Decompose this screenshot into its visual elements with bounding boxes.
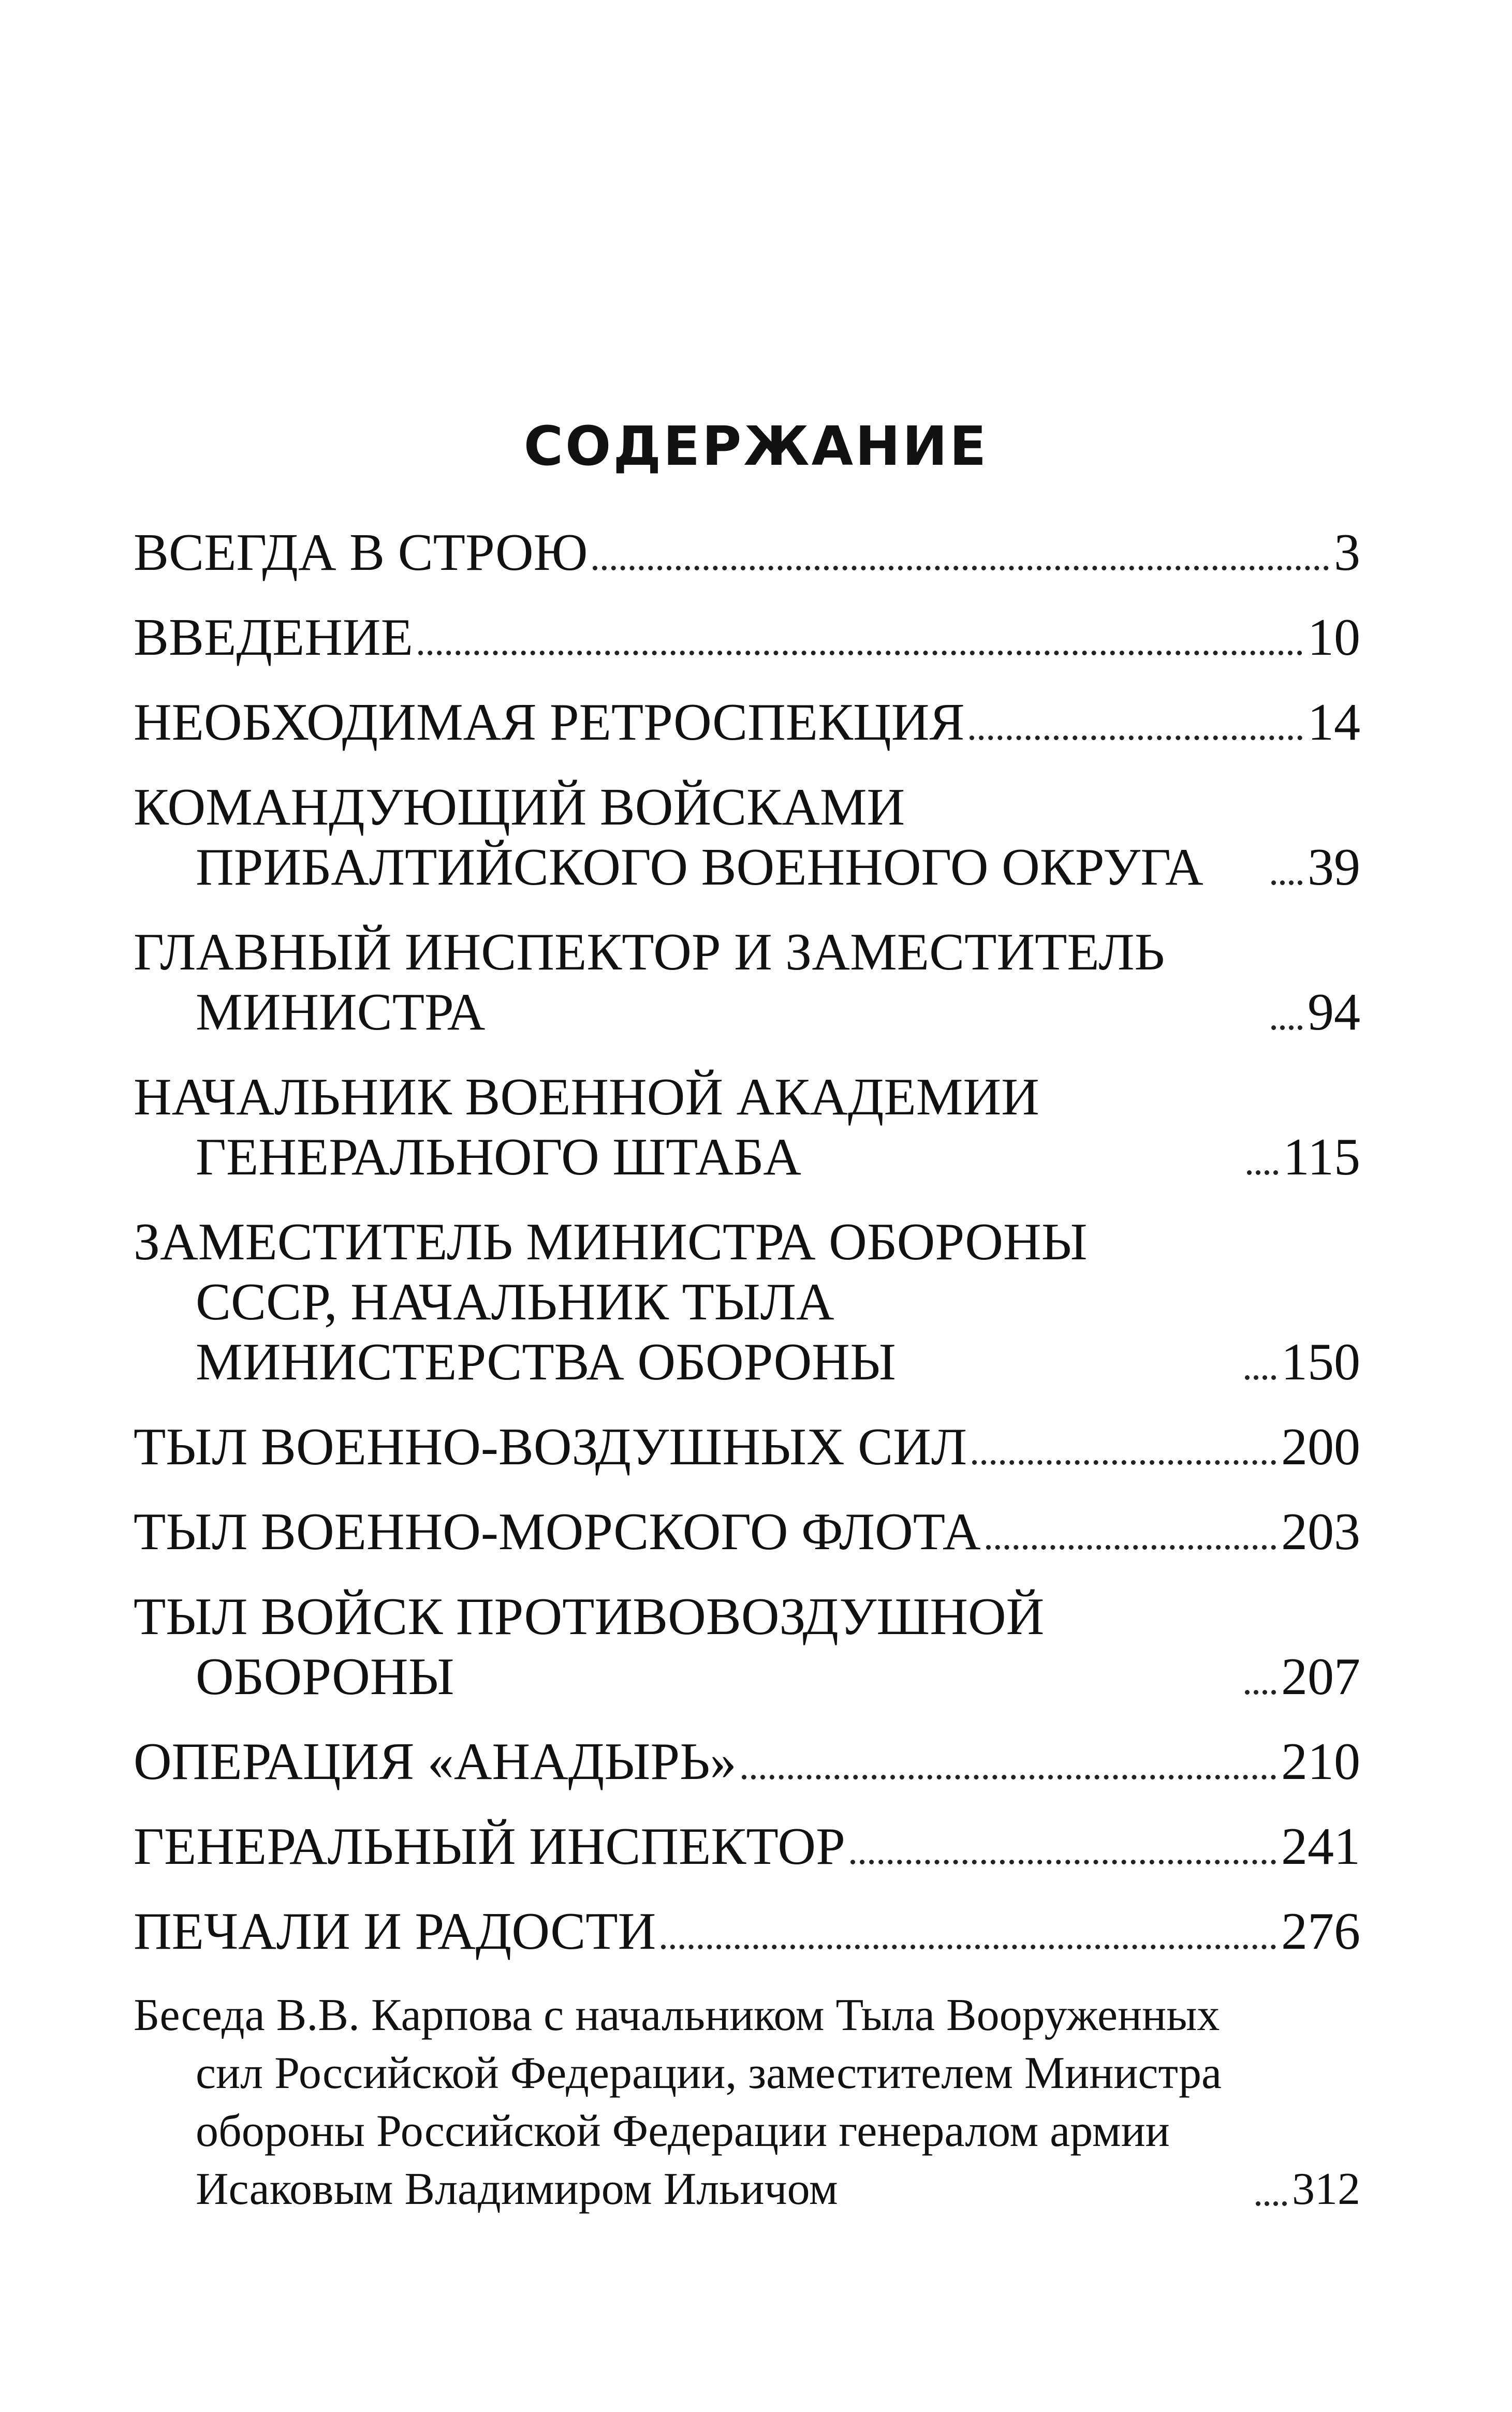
toc-entry-title: ПЕЧАЛИ И РАДОСТИ: [134, 1902, 656, 1961]
dot-leader: [742, 1764, 1276, 1779]
dot-leader: [986, 1535, 1276, 1550]
toc-entry[interactable]: [134, 777, 1360, 898]
dot-leader: [1256, 2191, 1287, 2206]
toc-entry-title: ВВЕДЕНИЕ: [134, 608, 413, 667]
page-title: СОДЕРЖАНИЕ: [523, 415, 989, 478]
toc-entry-page: 150: [1281, 1333, 1360, 1391]
toc-entry[interactable]: [134, 1212, 1360, 1392]
dot-leader: [1271, 870, 1302, 885]
toc-entry-title: ГЛАВНЫЙ ИНСПЕКТОР И ЗАМЕСТИТЕЛЬ МИНИСТРА: [134, 923, 1165, 1041]
dot-leader: [1245, 1680, 1276, 1695]
toc-entry[interactable]: [134, 1587, 1360, 1707]
dot-leader: [970, 725, 1302, 740]
toc-entry-page: 14: [1308, 693, 1360, 752]
dot-leader: [661, 1934, 1276, 1949]
toc-entry-page: 115: [1283, 1128, 1360, 1186]
dot-leader: [418, 640, 1302, 655]
toc-entry-title: НАЧАЛЬНИК ВОЕННОЙ АКАДЕМИИ ГЕНЕРАЛЬНОГО ШТАБА: [134, 1068, 1039, 1186]
toc-entry-title: КОМАНДУЮЩИЙ ВОЙСКАМИ ПРИБАЛТИЙСКОГО ВОЕННОГО ОКРУГА: [134, 778, 1203, 896]
toc-entry-title: НЕОБХОДИМАЯ РЕТРОСПЕКЦИЯ: [134, 693, 965, 752]
toc-entry[interactable]: [134, 1732, 1360, 1792]
toc-entry-title: ЗАМЕСТИТЕЛЬ МИНИСТРА ОБОРОНЫ СССР, НАЧАЛЬНИК ТЫЛА МИНИСТЕРСТВА ОБОРОНЫ: [134, 1213, 1088, 1391]
toc-entry[interactable]: [134, 1987, 1360, 2218]
toc-entry-title: ВСЕГДА В СТРОЮ: [134, 523, 588, 582]
toc-entry-title: ГЕНЕРАЛЬНЫЙ ИНСПЕКТОР: [134, 1817, 845, 1876]
toc-entry-page: 39: [1308, 838, 1360, 896]
toc-entry-title: ТЫЛ ВОЕННО-МОРСКОГО ФЛОТА: [134, 1503, 981, 1561]
toc-entry-page: 276: [1281, 1902, 1360, 1961]
dot-leader: [1245, 1365, 1276, 1380]
toc-entry[interactable]: [134, 1902, 1360, 1962]
toc-entry[interactable]: [134, 1067, 1360, 1187]
toc-entry[interactable]: [134, 608, 1360, 668]
toc-entry[interactable]: [134, 1817, 1360, 1877]
dot-leader: [972, 1450, 1276, 1465]
toc-entry-page: 241: [1281, 1817, 1360, 1876]
toc-entry[interactable]: [134, 922, 1360, 1042]
toc-entry-page: 312: [1292, 2164, 1360, 2214]
toc-entry-page: 94: [1308, 983, 1360, 1041]
toc-entry-page: 203: [1281, 1503, 1360, 1561]
toc-entry-page: 207: [1281, 1648, 1360, 1706]
toc-entry-page: 3: [1334, 523, 1360, 582]
dot-leader: [1271, 1015, 1302, 1030]
toc-entry-title: ОПЕРАЦИЯ «АНАДЫРЬ»: [134, 1732, 737, 1791]
toc-entry-title: ТЫЛ ВОЕННО-ВОЗДУШНЫХ СИЛ: [134, 1418, 967, 1476]
toc-entry-title: Беседа В.В. Карпова с начальником Тыла Вооруженных сил Российской Федерации, заместителем Министра обороны Российской Федерации генералом армии Исаковым Владимиром Ильичом: [134, 1990, 1222, 2214]
toc-entry[interactable]: [134, 523, 1360, 583]
toc-entry[interactable]: [134, 693, 1360, 753]
dot-leader: [593, 555, 1329, 570]
toc-entry-title: ТЫЛ ВОЙСК ПРОТИВОВОЗДУШНОЙ ОБОРОНЫ: [134, 1587, 1045, 1706]
toc-entry-page: 210: [1281, 1732, 1360, 1791]
table-of-contents: [134, 523, 1360, 2218]
dot-leader: [1247, 1160, 1278, 1175]
toc-entry-page: 200: [1281, 1418, 1360, 1476]
toc-entry[interactable]: [134, 1417, 1360, 1477]
toc-entry[interactable]: [134, 1502, 1360, 1562]
toc-entry-page: 10: [1308, 608, 1360, 667]
dot-leader: [850, 1849, 1276, 1864]
